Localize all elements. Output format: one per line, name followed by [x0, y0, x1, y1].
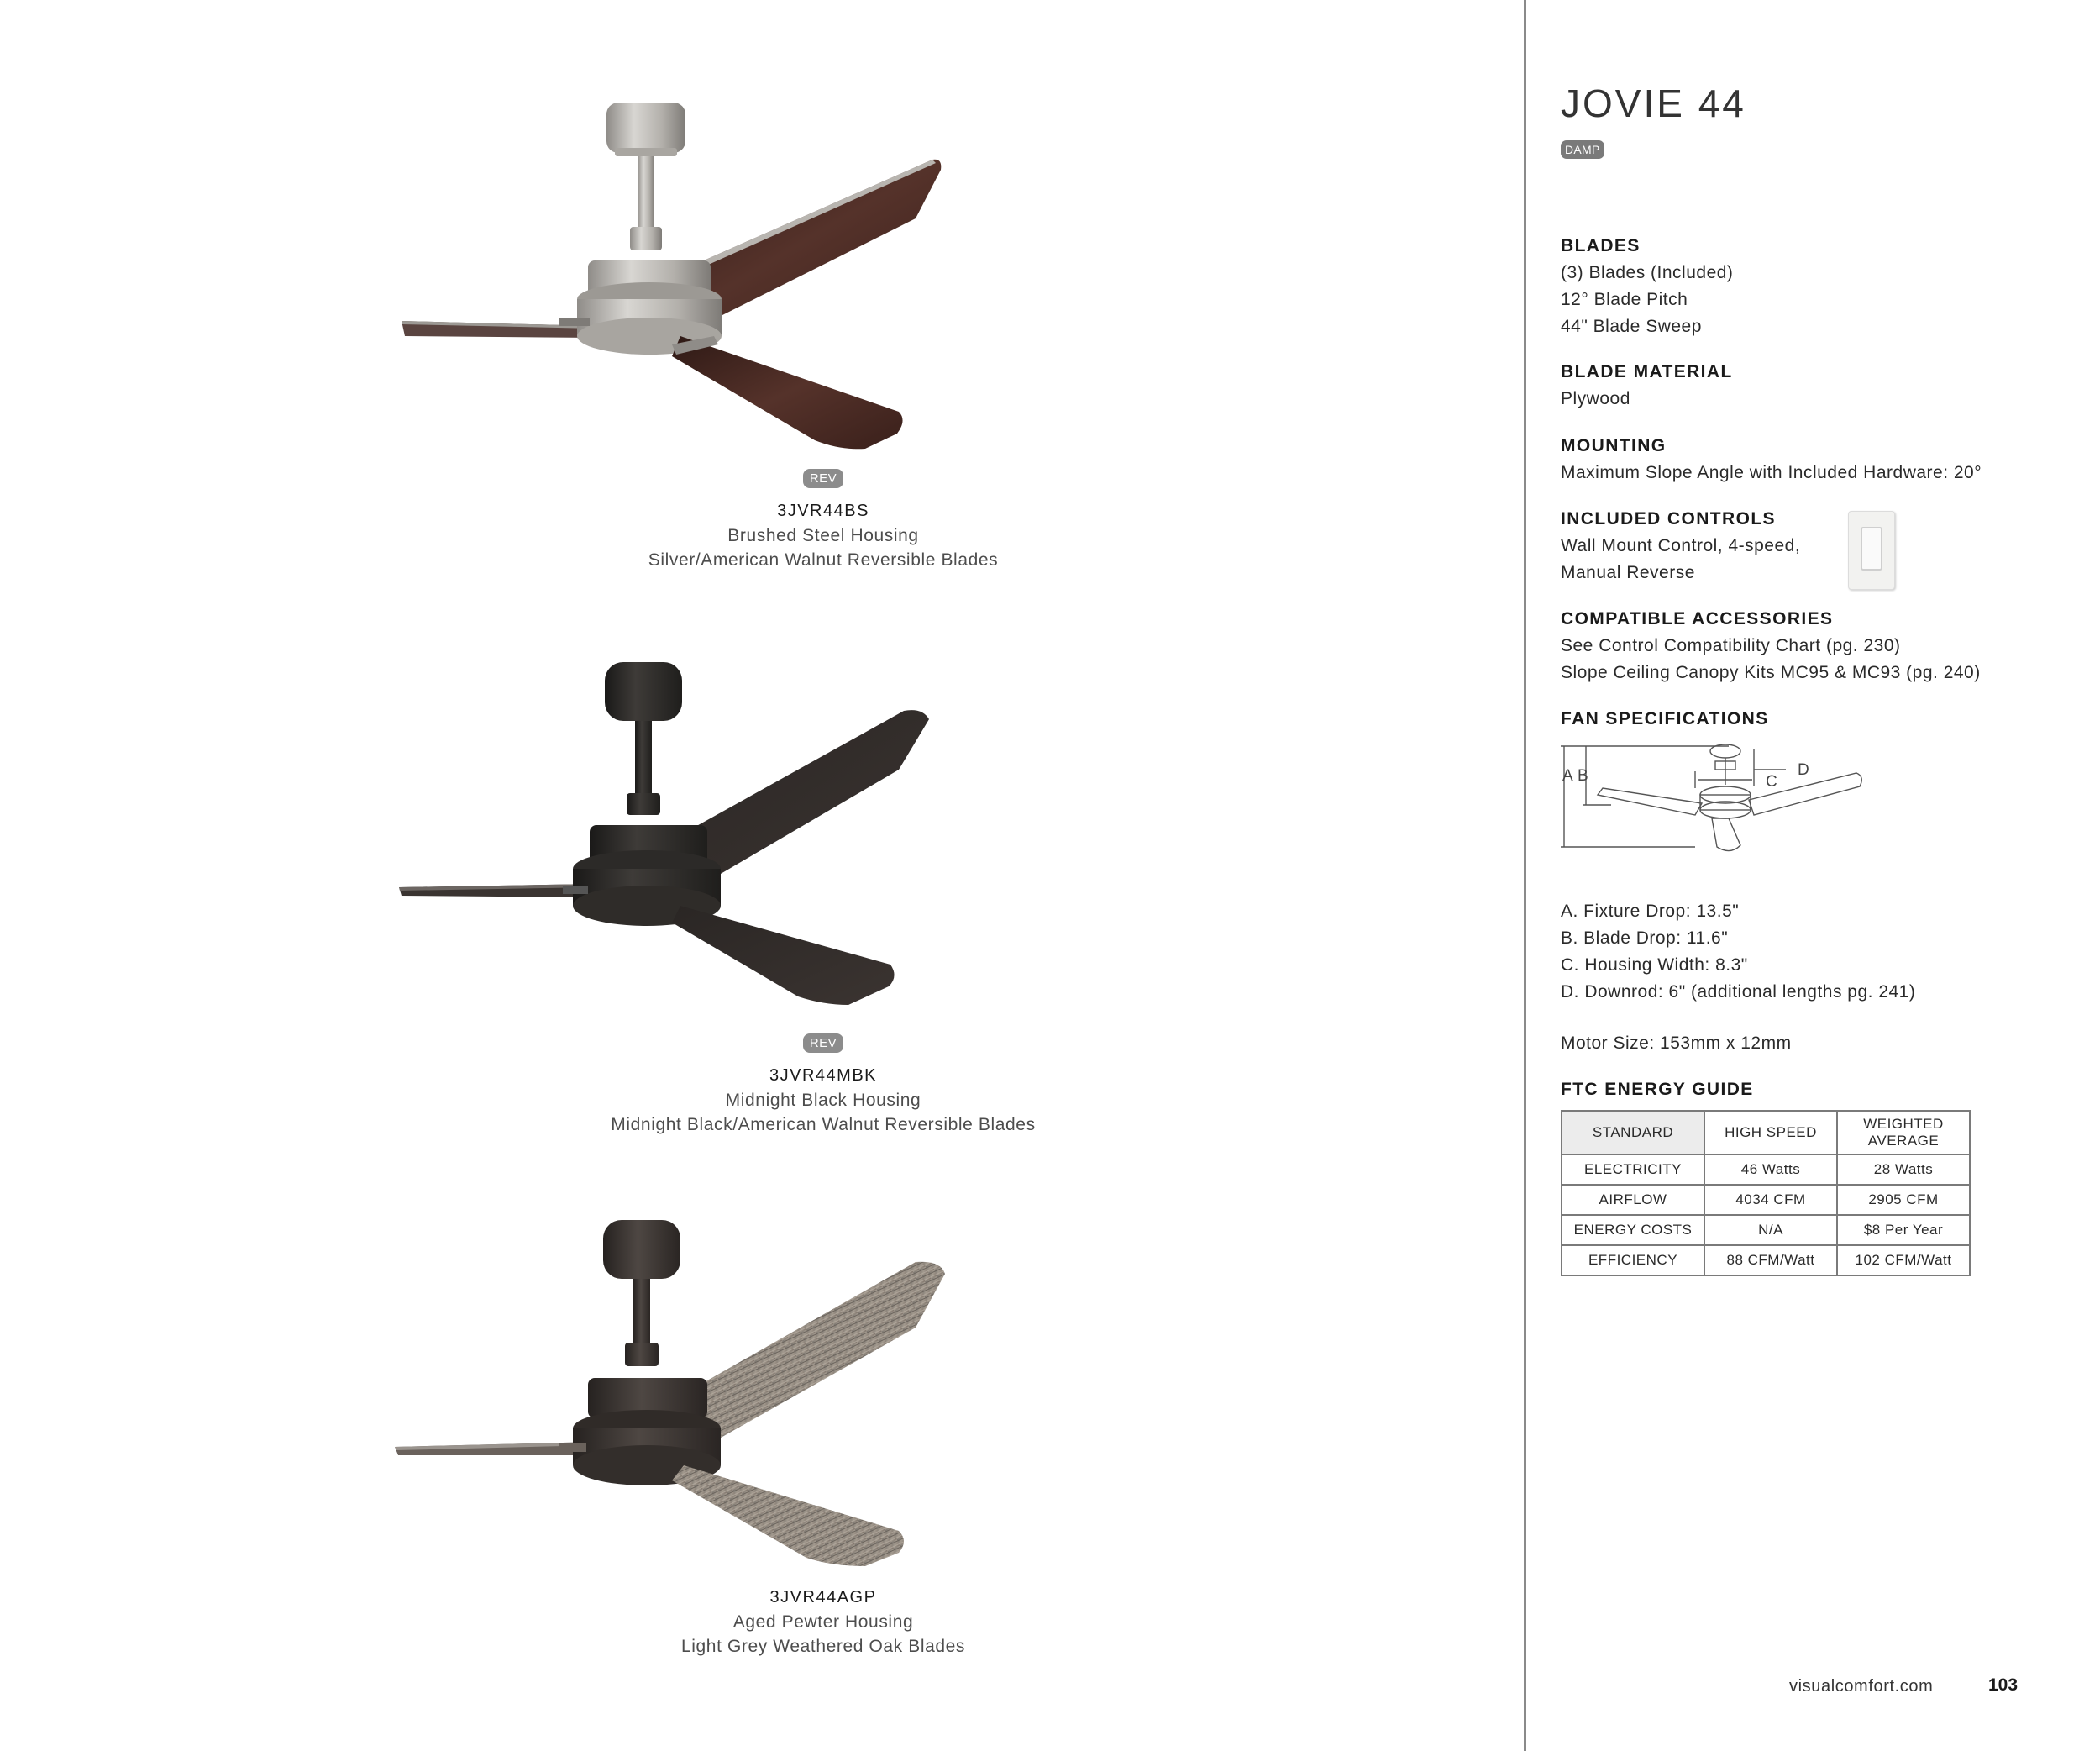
spec-line: Wall Mount Control, 4-speed,: [1561, 536, 1801, 555]
product-3jvr44mbk: [336, 652, 1310, 1156]
product-3jvr44bs: [336, 92, 1310, 580]
product-housing: Aged Pewter Housing: [732, 1612, 914, 1632]
table-row: [1562, 1185, 1970, 1215]
mounting-section: [1561, 433, 2098, 486]
table-cell: 28 Watts: [1837, 1154, 1970, 1185]
diagram-label-a: A: [1562, 767, 1573, 785]
table-cell: 102 CFM/Watt: [1837, 1245, 1970, 1275]
spec-line: Motor Size: 153mm x 12mm: [1561, 1033, 1792, 1053]
compatible-accessories-section: [1561, 606, 2098, 686]
table-cell: N/A: [1704, 1215, 1837, 1245]
fan-dimensions-list: [1561, 898, 2098, 1006]
product-caption: [336, 1585, 1310, 1659]
section-heading: BLADES: [1561, 236, 1641, 255]
page-number: 103: [1988, 1675, 2019, 1695]
product-sku: 3JVR44BS: [777, 502, 869, 520]
damp-badge: DAMP: [1561, 140, 1604, 159]
blades-section: [1561, 233, 2098, 340]
product-caption: [336, 1033, 1310, 1137]
diagram-label-c: C: [1766, 773, 1777, 791]
table-header: STANDARD: [1562, 1111, 1704, 1154]
table-cell: 46 Watts: [1704, 1154, 1837, 1185]
rev-badge: REV: [803, 1033, 843, 1053]
spec-line: Manual Reverse: [1561, 563, 1695, 582]
table-cell: 88 CFM/Watt: [1704, 1245, 1837, 1275]
table-row: [1562, 1154, 1970, 1185]
fan-image-midnight-black: [395, 652, 1134, 1030]
fan-dimension-diagram: [1561, 738, 1897, 889]
product-housing: Brushed Steel Housing: [727, 526, 919, 545]
fan-specifications-section: [1561, 706, 2098, 733]
product-blades: Light Grey Weathered Oak Blades: [680, 1637, 966, 1656]
ftc-energy-table: [1561, 1110, 1971, 1276]
footer-website-link[interactable]: visualcomfort.com: [1789, 1677, 1934, 1696]
table-cell: $8 Per Year: [1837, 1215, 1970, 1245]
table-cell: 4034 CFM: [1704, 1185, 1837, 1215]
blade-material-section: [1561, 359, 2098, 413]
ftc-energy-guide-section: [1561, 1076, 2098, 1103]
table-cell: ELECTRICITY: [1562, 1154, 1704, 1185]
section-heading: FAN SPECIFICATIONS: [1561, 709, 1769, 728]
product-housing: Midnight Black Housing: [725, 1091, 921, 1110]
section-heading: BLADE MATERIAL: [1561, 362, 1733, 381]
spec-line: C. Housing Width: 8.3": [1561, 955, 1748, 975]
section-heading: MOUNTING: [1561, 436, 1667, 455]
spec-line: B. Blade Drop: 11.6": [1561, 928, 1729, 948]
table-cell: ENERGY COSTS: [1562, 1215, 1704, 1245]
spec-line: A. Fixture Drop: 13.5": [1561, 902, 1740, 921]
diagram-label-b: B: [1578, 767, 1588, 785]
table-row: [1562, 1215, 1970, 1245]
section-heading: COMPATIBLE ACCESSORIES: [1561, 609, 1834, 628]
table-header: WEIGHTED AVERAGE: [1837, 1111, 1970, 1154]
spec-line: D. Downrod: 6" (additional lengths pg. 241): [1561, 982, 1916, 1002]
rev-badge: REV: [803, 469, 843, 488]
product-blades: Silver/American Walnut Reversible Blades: [648, 550, 999, 570]
spec-line: Maximum Slope Angle with Included Hardware: 20°: [1561, 463, 1982, 482]
table-cell: 2905 CFM: [1837, 1185, 1970, 1215]
spec-line: (3) Blades (Included): [1561, 263, 1734, 282]
product-blades: Midnight Black/American Walnut Reversible Blades: [611, 1115, 1036, 1134]
spec-line: 12° Blade Pitch: [1561, 290, 1688, 309]
table-header: HIGH SPEED: [1704, 1111, 1837, 1154]
product-sku: 3JVR44MBK: [769, 1066, 877, 1085]
product-family-title: JOVIE 44: [1561, 82, 1746, 125]
product-sku: 3JVR44AGP: [769, 1588, 877, 1606]
column-divider: [1524, 0, 1526, 1751]
section-heading: FTC ENERGY GUIDE: [1561, 1080, 1754, 1099]
table-cell: EFFICIENCY: [1562, 1245, 1704, 1275]
included-controls-section: [1561, 506, 2098, 586]
table-row: [1562, 1245, 1970, 1275]
spec-line: 44" Blade Sweep: [1561, 317, 1702, 336]
table-cell: AIRFLOW: [1562, 1185, 1704, 1215]
spec-line: See Control Compatibility Chart (pg. 230): [1561, 636, 1901, 655]
wall-control-icon: [1848, 511, 1895, 590]
fan-image-brushed-steel: [395, 92, 1134, 471]
spec-line: Slope Ceiling Canopy Kits MC95 & MC93 (pg. 240): [1561, 663, 1981, 682]
spec-line: Plywood: [1561, 389, 1630, 408]
diagram-label-d: D: [1798, 761, 1809, 779]
fan-image-aged-pewter: [395, 1210, 1134, 1588]
motor-size: [1561, 1030, 2098, 1057]
product-3jvr44agp: [336, 1210, 1310, 1680]
section-heading: INCLUDED CONTROLS: [1561, 509, 1776, 528]
product-caption: [336, 469, 1310, 572]
